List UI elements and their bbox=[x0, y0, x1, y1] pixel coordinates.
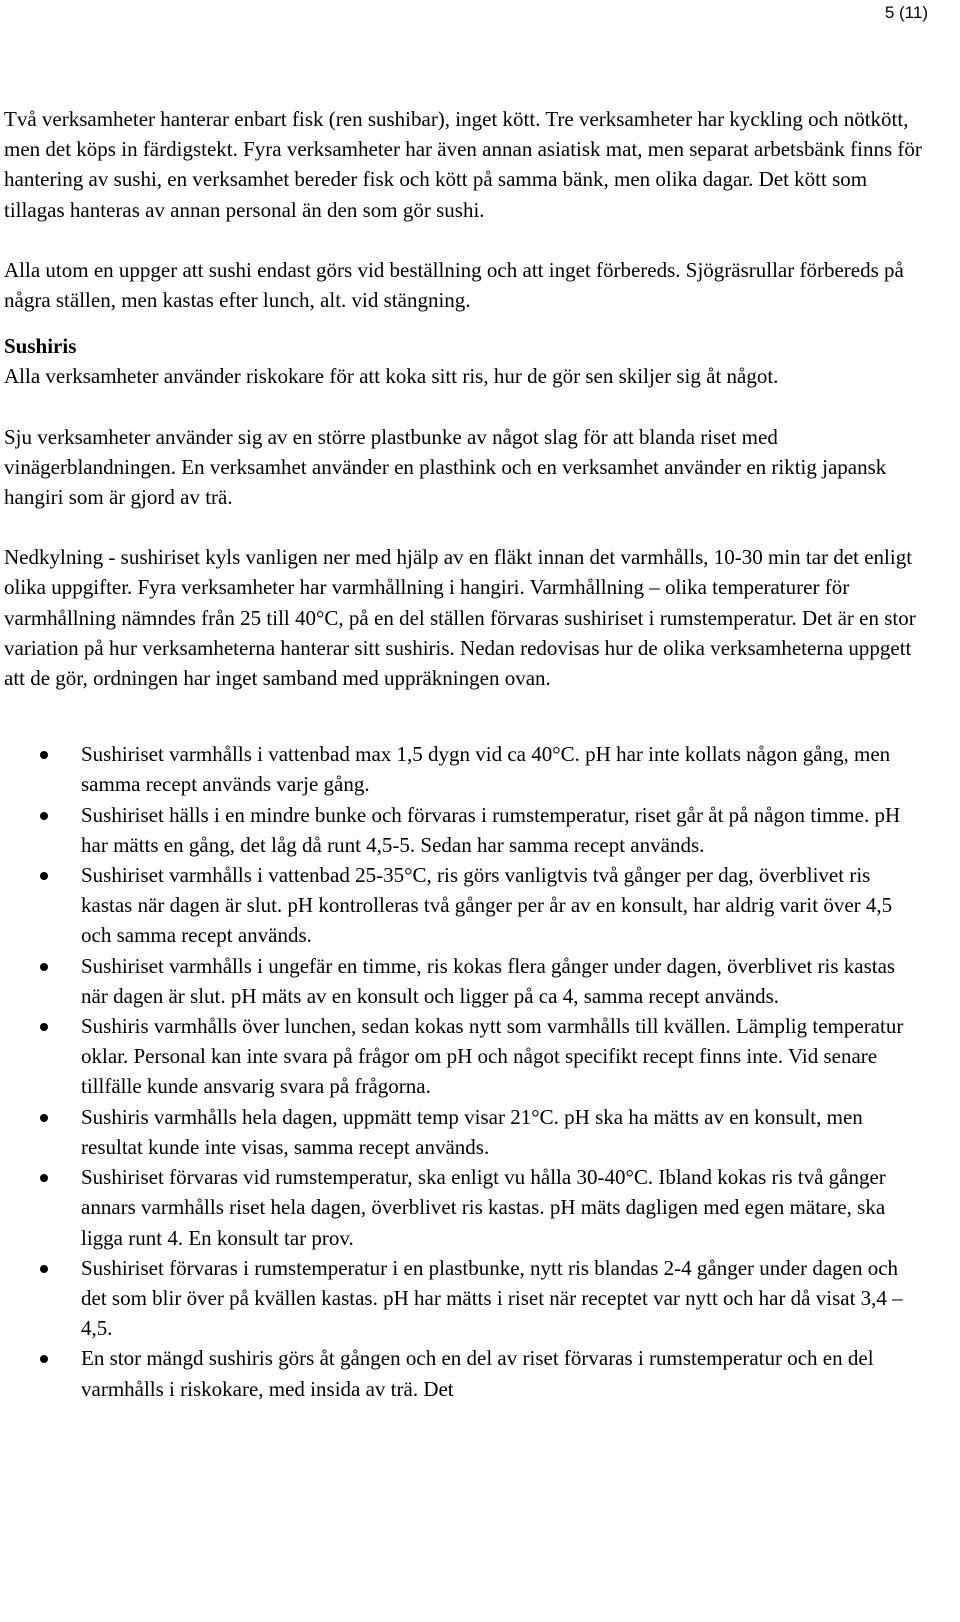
list-item bbox=[4, 739, 930, 799]
page-number: 5 (11) bbox=[884, 3, 928, 22]
list-item-text: Sushiriset hälls i en mindre bunke och förvaras i rumstemperatur, riset går åt på någon timme. pH har mätts en gång, det låg då runt 4,5-5. Sedan har samma recept används. bbox=[81, 802, 901, 857]
paragraph-order-preparation: Alla utom en uppger att sushi endast görs vid beställning och att inget förbereds. Sjögräsrullar förbereds på några ställen, men kastas efter lunch, alt. vid stängning. bbox=[4, 257, 904, 313]
bullet-icon bbox=[40, 1355, 48, 1363]
paragraph-rice-cooker: Alla verksamheter använder riskokare för att koka sitt ris, hur de gör sen skiljer sig åt något. bbox=[4, 364, 779, 389]
bullet-icon bbox=[40, 812, 48, 820]
bullet-icon bbox=[40, 1174, 48, 1182]
list-item bbox=[4, 860, 930, 951]
document-body bbox=[4, 104, 930, 1404]
list-item bbox=[4, 951, 930, 1011]
bullet-icon bbox=[40, 1114, 48, 1122]
bullet-icon bbox=[40, 1023, 48, 1031]
list-item bbox=[4, 1162, 930, 1253]
paragraph-meat-handling: Två verksamheter hanterar enbart fisk (ren sushibar), inget kött. Tre verksamheter har kyckling och nötkött, men det köps in färdigstekt. Fyra verksamheter har även annan asiatisk mat, men separat arbetsbänk finns för hantering av sushi, en verksamhet bereder fisk och kött på samma bänk, men olika dagar. Det kött som tillagas hanteras av annan personal än den som gör sushi. bbox=[4, 107, 922, 222]
list-item-text: Sushiriset förvaras i rumstemperatur i en plastbunke, nytt ris blandas 2-4 gånger under dagen och det som blir över på kvällen kastas. pH har mätts i riset när receptet var nytt och har då visat 3,4 – 4,5. bbox=[81, 1255, 903, 1341]
paragraph-mixing-bowl: Sju verksamheter använder sig av en större plastbunke av något slag för att blanda riset med vinägerblandningen. En verksamhet använder en plasthink och en verksamhet använder en riktig japansk hangiri som är gjord av trä. bbox=[4, 424, 887, 510]
paragraph-cooling-holding: Nedkylning - sushiriset kyls vanligen ner med hjälp av en fläkt innan det varmhålls, 10-30 min tar det enligt olika uppgifter. Fyra verksamheter har varmhållning i hangiri. Varmhållning – olika temperaturer för varmhållning nämndes från 25 till 40°C, på en del ställen förvaras sushiriset i rumstemperatur. Det är en stor variation på hur verksamheterna hanterar sitt sushiris. Nedan redovisas hur de olika verksamheterna uppgett att de gör, ordningen har inget samband med uppräkningen ovan. bbox=[4, 545, 916, 691]
bullet-list bbox=[4, 739, 930, 1403]
list-item bbox=[4, 1253, 930, 1344]
list-item-text: Sushiriset varmhålls i vattenbad max 1,5 dygn vid ca 40°C. pH har inte kollats någon gång, men samma recept används varje gång. bbox=[81, 742, 891, 797]
list-item bbox=[4, 1102, 930, 1162]
list-item-text: Sushiriset varmhålls i vattenbad 25-35°C, ris görs vanligtvis två gånger per dag, överblivet ris kastas när dagen är slut. pH kontrolleras två gånger per år av en konsult, har aldrig varit över 4,5 och samma recept används. bbox=[81, 863, 893, 948]
bullet-icon bbox=[40, 751, 48, 759]
list-item-text: Sushiris varmhålls över lunchen, sedan kokas nytt som varmhålls till kvällen. Lämplig temperatur oklar. Personal kan inte svara på frågor om pH och något specifikt recept finns inte. Vid senare tillfälle kunde ansvarig svara på frågorna. bbox=[81, 1014, 904, 1099]
list-item-text: Sushiriset förvaras vid rumstemperatur, ska enligt vu hålla 30-40°C. Ibland kokas ris två gånger annars varmhålls riset hela dagen, överblivet ris kastas. pH mäts dagligen med egen mätare, ska ligga runt 4. En konsult tar prov. bbox=[81, 1165, 886, 1250]
bullet-icon bbox=[40, 963, 48, 971]
bullet-icon bbox=[40, 1265, 48, 1273]
list-item bbox=[4, 800, 930, 860]
list-item-text: En stor mängd sushiris görs åt gången och en del av riset förvaras i rumstemperatur och en del varmhålls i riskokare, med insida av trä. Det bbox=[81, 1346, 874, 1401]
list-item bbox=[4, 1343, 930, 1403]
section-heading-sushiris: Sushiris bbox=[4, 334, 77, 359]
list-item bbox=[4, 1011, 930, 1102]
bullet-icon bbox=[40, 872, 48, 880]
list-item-text: Sushiriset varmhålls i ungefär en timme, ris kokas flera gånger under dagen, överblivet ris kastas när dagen är slut. pH mäts av en konsult och ligger på ca 4, samma recept används. bbox=[81, 953, 896, 1008]
list-item-text: Sushiris varmhålls hela dagen, uppmätt temp visar 21°C. pH ska ha mätts av en konsult, men resultat kunde inte visas, samma recept används. bbox=[81, 1104, 863, 1159]
